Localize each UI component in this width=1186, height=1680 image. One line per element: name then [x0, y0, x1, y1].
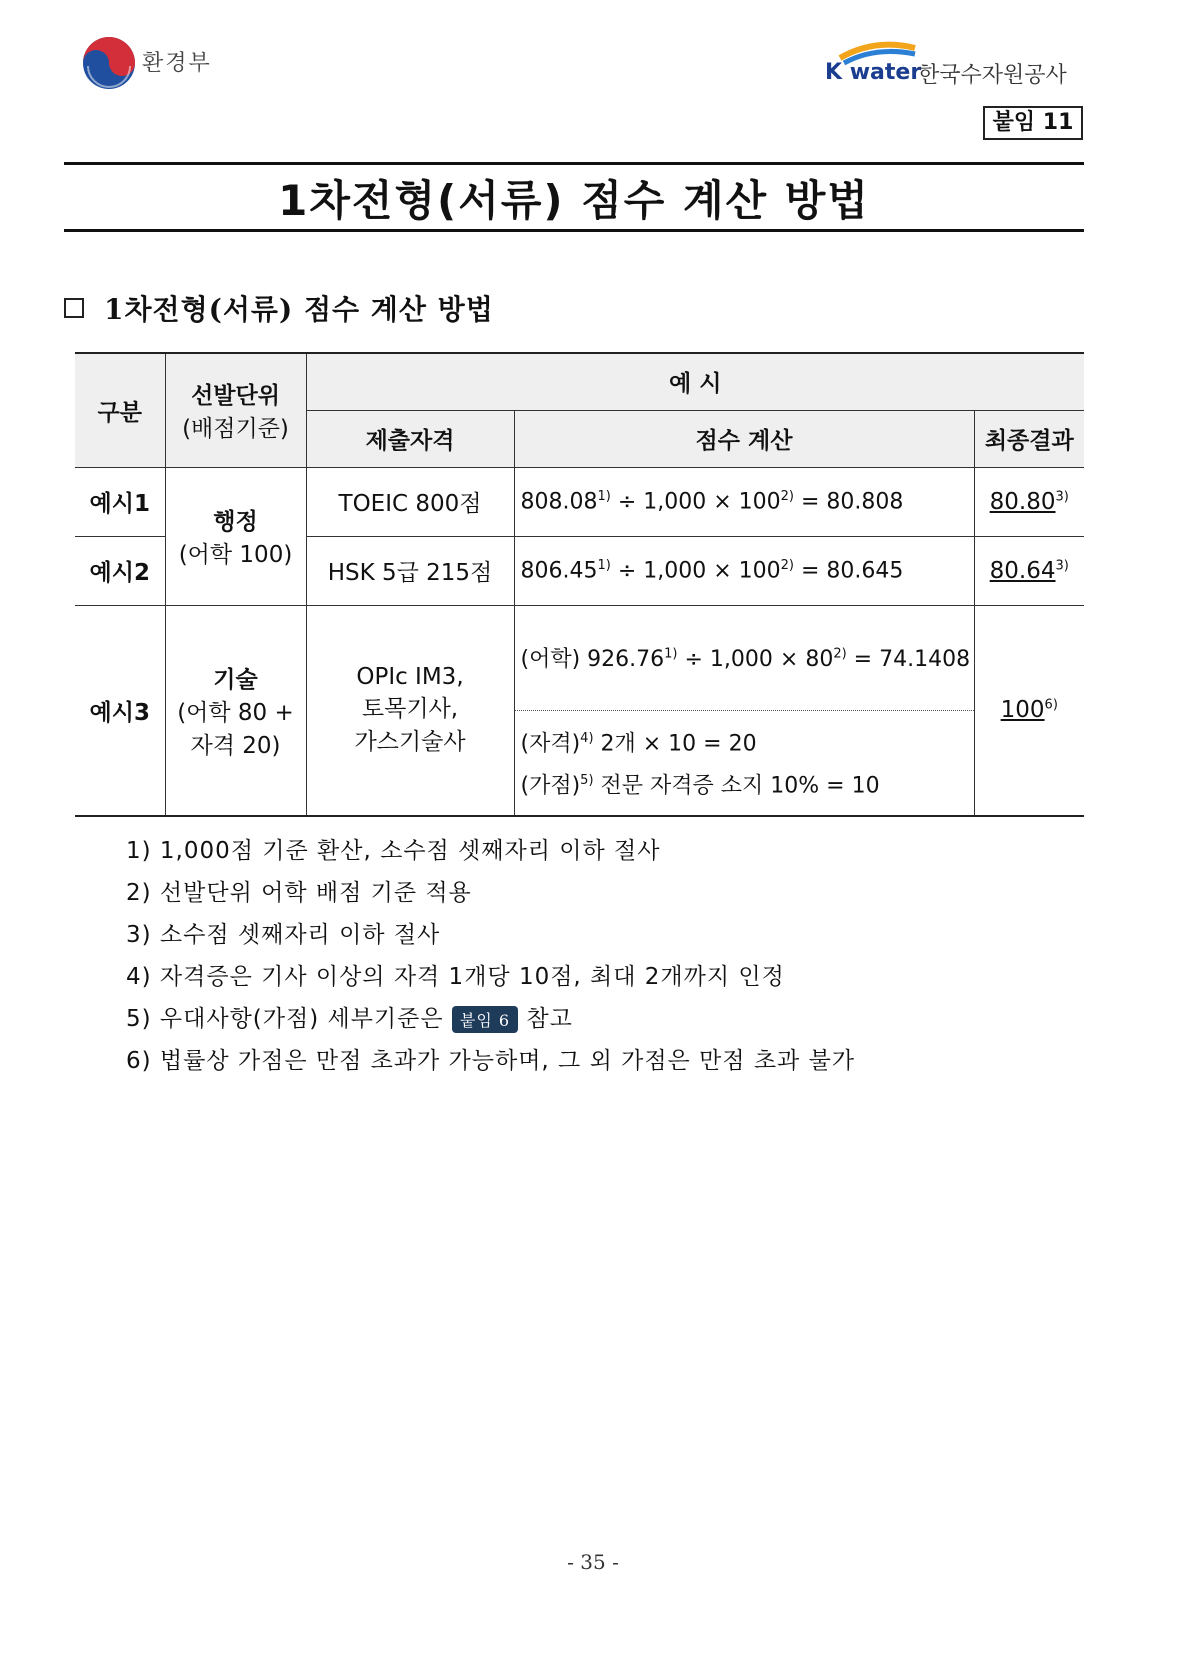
- calc-result: = 80.808: [793, 489, 904, 515]
- submitted-cell: HSK 5급 215점: [306, 536, 514, 605]
- submitted-cell: TOEIC 800점: [306, 467, 514, 536]
- ministry-name: 환경부: [142, 51, 212, 76]
- tech-unit-detail1: (어학 80 +: [177, 699, 294, 726]
- footnote: 4) 자격증은 기사 이상의 자격 1개당 10점, 최대 2개까지 인정: [126, 964, 785, 990]
- final-value: 80.64: [989, 557, 1056, 584]
- calc-value: 806.45: [520, 558, 598, 584]
- footnote-ref: 4): [580, 731, 594, 747]
- calc-cell: [514, 536, 974, 605]
- calc-formula: ÷ 1,000 × 100: [610, 558, 781, 584]
- footnote: 3) 소수점 셋째자리 이하 절사: [126, 922, 441, 948]
- footnote-ref: 5): [580, 772, 594, 788]
- page-number: - 35 -: [567, 1550, 619, 1574]
- kwater-brand: K water: [825, 60, 922, 85]
- header-unit: [165, 353, 306, 467]
- attachment-label: 붙임 11: [983, 106, 1083, 140]
- final-value: 100: [1000, 697, 1045, 723]
- final-cell: [974, 467, 1084, 536]
- footnote-ref: 1): [597, 557, 611, 573]
- tech-calc-cell: [514, 605, 974, 816]
- cert-calc: [515, 711, 974, 815]
- header-category: 구분: [75, 353, 165, 467]
- calc-result: 2개 × 10 = 20: [593, 731, 757, 757]
- header-unit-line2: (배점기준): [182, 416, 289, 443]
- footnote-ref: 1): [664, 646, 678, 662]
- language-calc: [515, 606, 974, 711]
- footnote-ref: 6): [1044, 697, 1058, 713]
- submitted-line: 토목기사,: [361, 696, 459, 722]
- final-cell: [974, 536, 1084, 605]
- submitted-line: 가스기술사: [354, 729, 466, 755]
- kwater-name: 한국수자원공사: [918, 63, 1067, 88]
- footnote-ref: 1): [597, 488, 611, 504]
- ministry-emblem-icon: [82, 36, 136, 90]
- title-top-rule: [64, 162, 1084, 165]
- footnote-ref: 3): [1055, 557, 1069, 573]
- footnote-text: 참고: [526, 1006, 573, 1032]
- score-table: [75, 352, 1084, 817]
- tech-unit-cell: [165, 605, 306, 816]
- table-row: [75, 467, 1084, 536]
- calc-label: (자격): [520, 731, 581, 757]
- final-value: 80.80: [989, 488, 1056, 515]
- admin-unit-detail: (어학 100): [178, 542, 293, 568]
- calc-value: 808.08: [520, 489, 598, 515]
- calc-result: = 80.645: [793, 558, 904, 584]
- table-row: [75, 605, 1084, 816]
- calc-cell: [514, 467, 974, 536]
- calc-label: (가점): [520, 772, 581, 798]
- footnote-ref: 2): [833, 646, 847, 662]
- footnote-ref: 2): [780, 488, 794, 504]
- section-checkbox-icon: [64, 298, 84, 318]
- tech-unit-name: 기술: [213, 666, 258, 693]
- calc-formula: ÷ 1,000 × 100: [610, 489, 781, 515]
- submitted-line: OPIc IM3,: [356, 664, 464, 690]
- page-title: 1차전형(서류) 점수 계산 방법: [278, 176, 870, 225]
- footnote: 6) 법률상 가점은 만점 초과가 가능하며, 그 외 가점은 만점 초과 불가: [126, 1048, 856, 1074]
- header-final: 최종결과: [974, 410, 1084, 467]
- footnote: 1) 1,000점 기준 환산, 소수점 셋째자리 이하 절사: [126, 838, 661, 864]
- tech-submitted-cell: [306, 605, 514, 816]
- final-cell: [974, 605, 1084, 816]
- calc-value: (어학) 926.76: [520, 647, 665, 672]
- calc-formula: ÷ 1,000 × 80: [677, 647, 834, 672]
- footnote-ref: 2): [780, 557, 794, 573]
- admin-unit-name: 행정: [213, 509, 258, 535]
- attachment-badge: 붙임 6: [452, 1006, 518, 1033]
- header-example: 예 시: [306, 353, 1084, 410]
- calc-result: 전문 자격증 소지 10% = 10: [593, 772, 880, 798]
- title-bottom-rule: [64, 229, 1084, 232]
- header-submitted: 제출자격: [306, 410, 514, 467]
- footnote: 2) 선발단위 어학 배점 기준 적용: [126, 880, 472, 906]
- header-calc: 점수 계산: [514, 410, 974, 467]
- footnote-ref: 3): [1055, 488, 1069, 504]
- row-label: 예시1: [75, 467, 165, 536]
- footnote: [126, 1000, 573, 1033]
- row-label: 예시2: [75, 536, 165, 605]
- admin-unit-cell: [165, 467, 306, 605]
- section-title: 1차전형(서류) 점수 계산 방법: [104, 293, 494, 326]
- header-unit-line1: 선발단위: [191, 383, 280, 410]
- row-label: 예시3: [75, 605, 165, 816]
- tech-unit-detail2: 자격 20): [190, 732, 281, 759]
- calc-result: = 74.1408: [846, 647, 971, 672]
- footnote-text: 5) 우대사항(가점) 세부기준은: [126, 1006, 444, 1032]
